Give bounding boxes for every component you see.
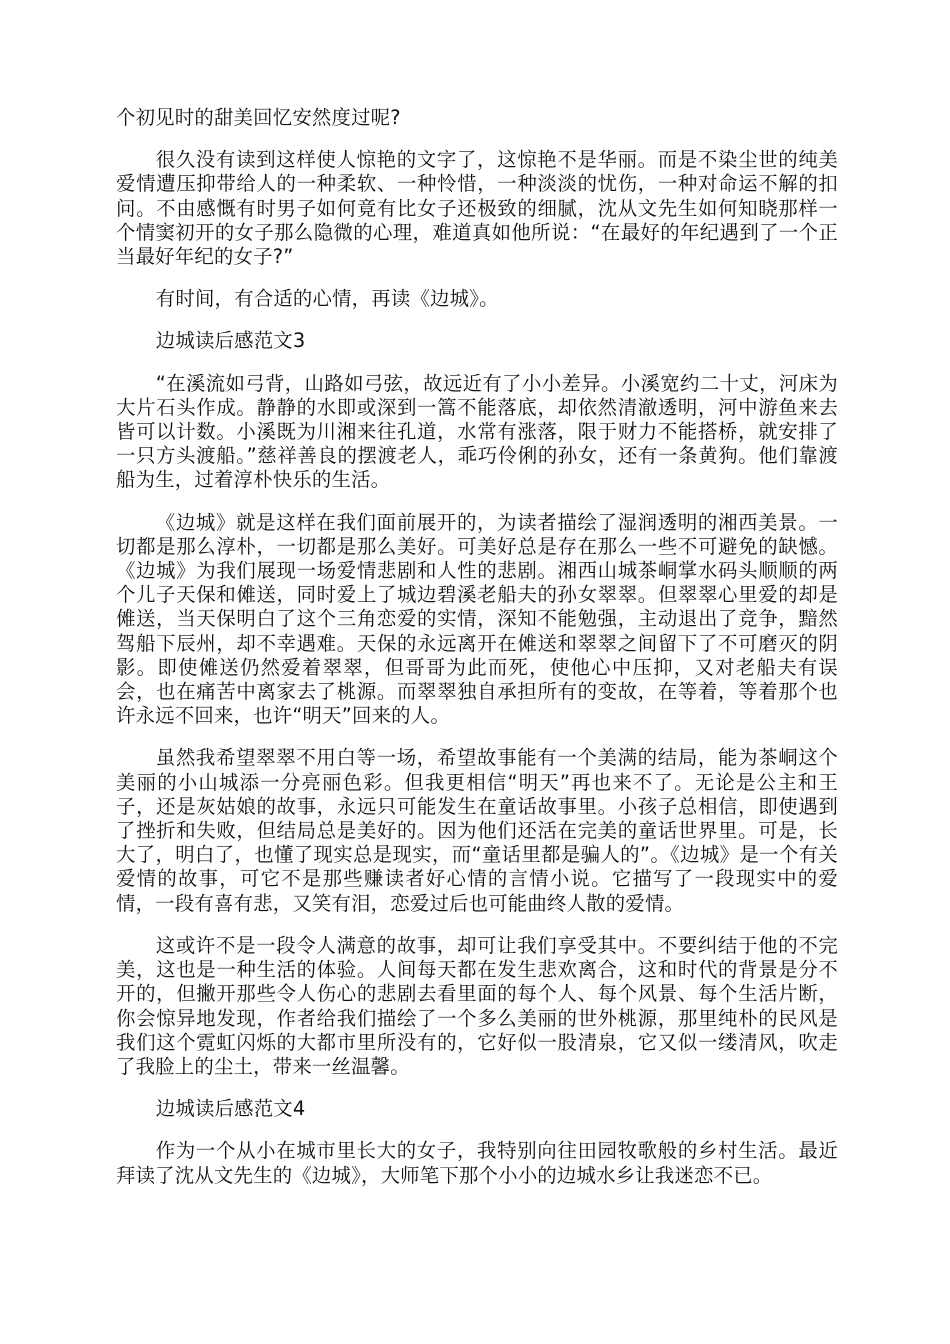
paragraph: 很久没有读到这样使人惊艳的文字了，这惊艳不是华丽。而是不染尘世的纯美爱情遭压抑带给人的一种柔软、一种怜惜，一种淡淡的忧伤，一种对命运不解的扣问。不由感慨有时男子如何竟有比女子还极致的细腻，沈从文先生如何知晓那样一个情窦初开的女子那么隐微的心理，难道真如他所说：“在最好的年纪遇到了一个正当最好年纪的女子?” [116, 148, 838, 269]
paragraph: 《边城》就是这样在我们面前展开的，为读者描绘了湿润透明的湘西美景。一切都是那么淳朴，一切都是那么美好。可美好总是存在那么一些不可避免的缺憾。《边城》为我们展现一场爱情悲剧和人性的悲剧。湘西山城茶峒掌水码头顺顺的两个儿子天保和傩送，同时爱上了城边碧溪老船夫的孙女翠翠。但翠翠心里爱的却是傩送，当天保明白了这个三角恋爱的实情，深知不能勉强，主动退出了竞争，黯然驾船下辰州，却不幸遇难。天保的永远离开在傩送和翠翠之间留下了不可磨灭的阴影。即使傩送仍然爱着翠翠，但哥哥为此而死，使他心中压抑，又对老船夫有误会，也在痛苦中离家去了桃源。而翠翠独自承担所有的变故，在等着，等着那个也许永远不回来，也许“明天”回来的人。 [116, 510, 838, 728]
paragraph-continuation: 个初见时的甜美回忆安然度过呢? [116, 106, 401, 129]
paragraph: 虽然我希望翠翠不用白等一场，希望故事能有一个美满的结局，能为茶峒这个美丽的小山城添一分亮丽色彩。但我更相信“明天”再也来不了。无论是公主和王子，还是灰姑娘的故事，永远只可能发生在童话故事里。小孩子总相信，即使遇到了挫折和失败，但结局总是美好的。因为他们还活在完美的童话世界里。可是，长大了，明白了，也懂了现实总是现实，而“童话里都是骗人的”。《边城》是一个有关爱情的故事，可它不是那些赚读者好心情的言情小说。它描写了一段现实中的爱情，一段有喜有悲，又笑有泪，恋爱过后也可能曲终人散的爱情。 [116, 746, 838, 915]
document-page [116, 106, 838, 1206]
section-heading: 边城读后感范文4 [155, 1097, 306, 1121]
paragraph: 这或许不是一段令人满意的故事，却可让我们享受其中。不要纠结于他的不完美，这也是一种生活的体验。人间每天都在发生悲欢离合，这和时代的背景是分不开的，但撇开那些令人伤心的悲剧去看里面的每个人、每个风景、每个生活片断，你会惊异地发现，作者给我们描绘了一个多么美丽的世外桃源，那里纯朴的民风是我们这个霓虹闪烁的大都市里所没有的，它好似一股清泉，它又似一缕清风，吹走了我脸上的尘土，带来一丝温馨。 [116, 933, 838, 1078]
section-heading: 边城读后感范文3 [155, 329, 306, 353]
paragraph: 作为一个从小在城市里长大的女子，我特别向往田园牧歌般的乡村生活。最近拜读了沈从文先生的《边城》，大师笔下那个小小的边城水乡让我迷恋不已。 [116, 1139, 838, 1187]
paragraph: 有时间，有合适的心情，再读《边城》。 [155, 287, 499, 311]
paragraph: “在溪流如弓背，山路如弓弦，故远近有了小小差异。小溪宽约二十丈，河床为大片石头作成。静静的水即或深到一篙不能落底，却依然清澈透明，河中游鱼来去皆可以计数。小溪既为川湘来往孔道，水常有涨落，限于财力不能搭桥，就安排了一只方头渡船。”慈祥善良的摆渡老人，乖巧伶俐的孙女，还有一条黄狗。他们靠渡船为生，过着淳朴快乐的生活。 [116, 371, 838, 492]
